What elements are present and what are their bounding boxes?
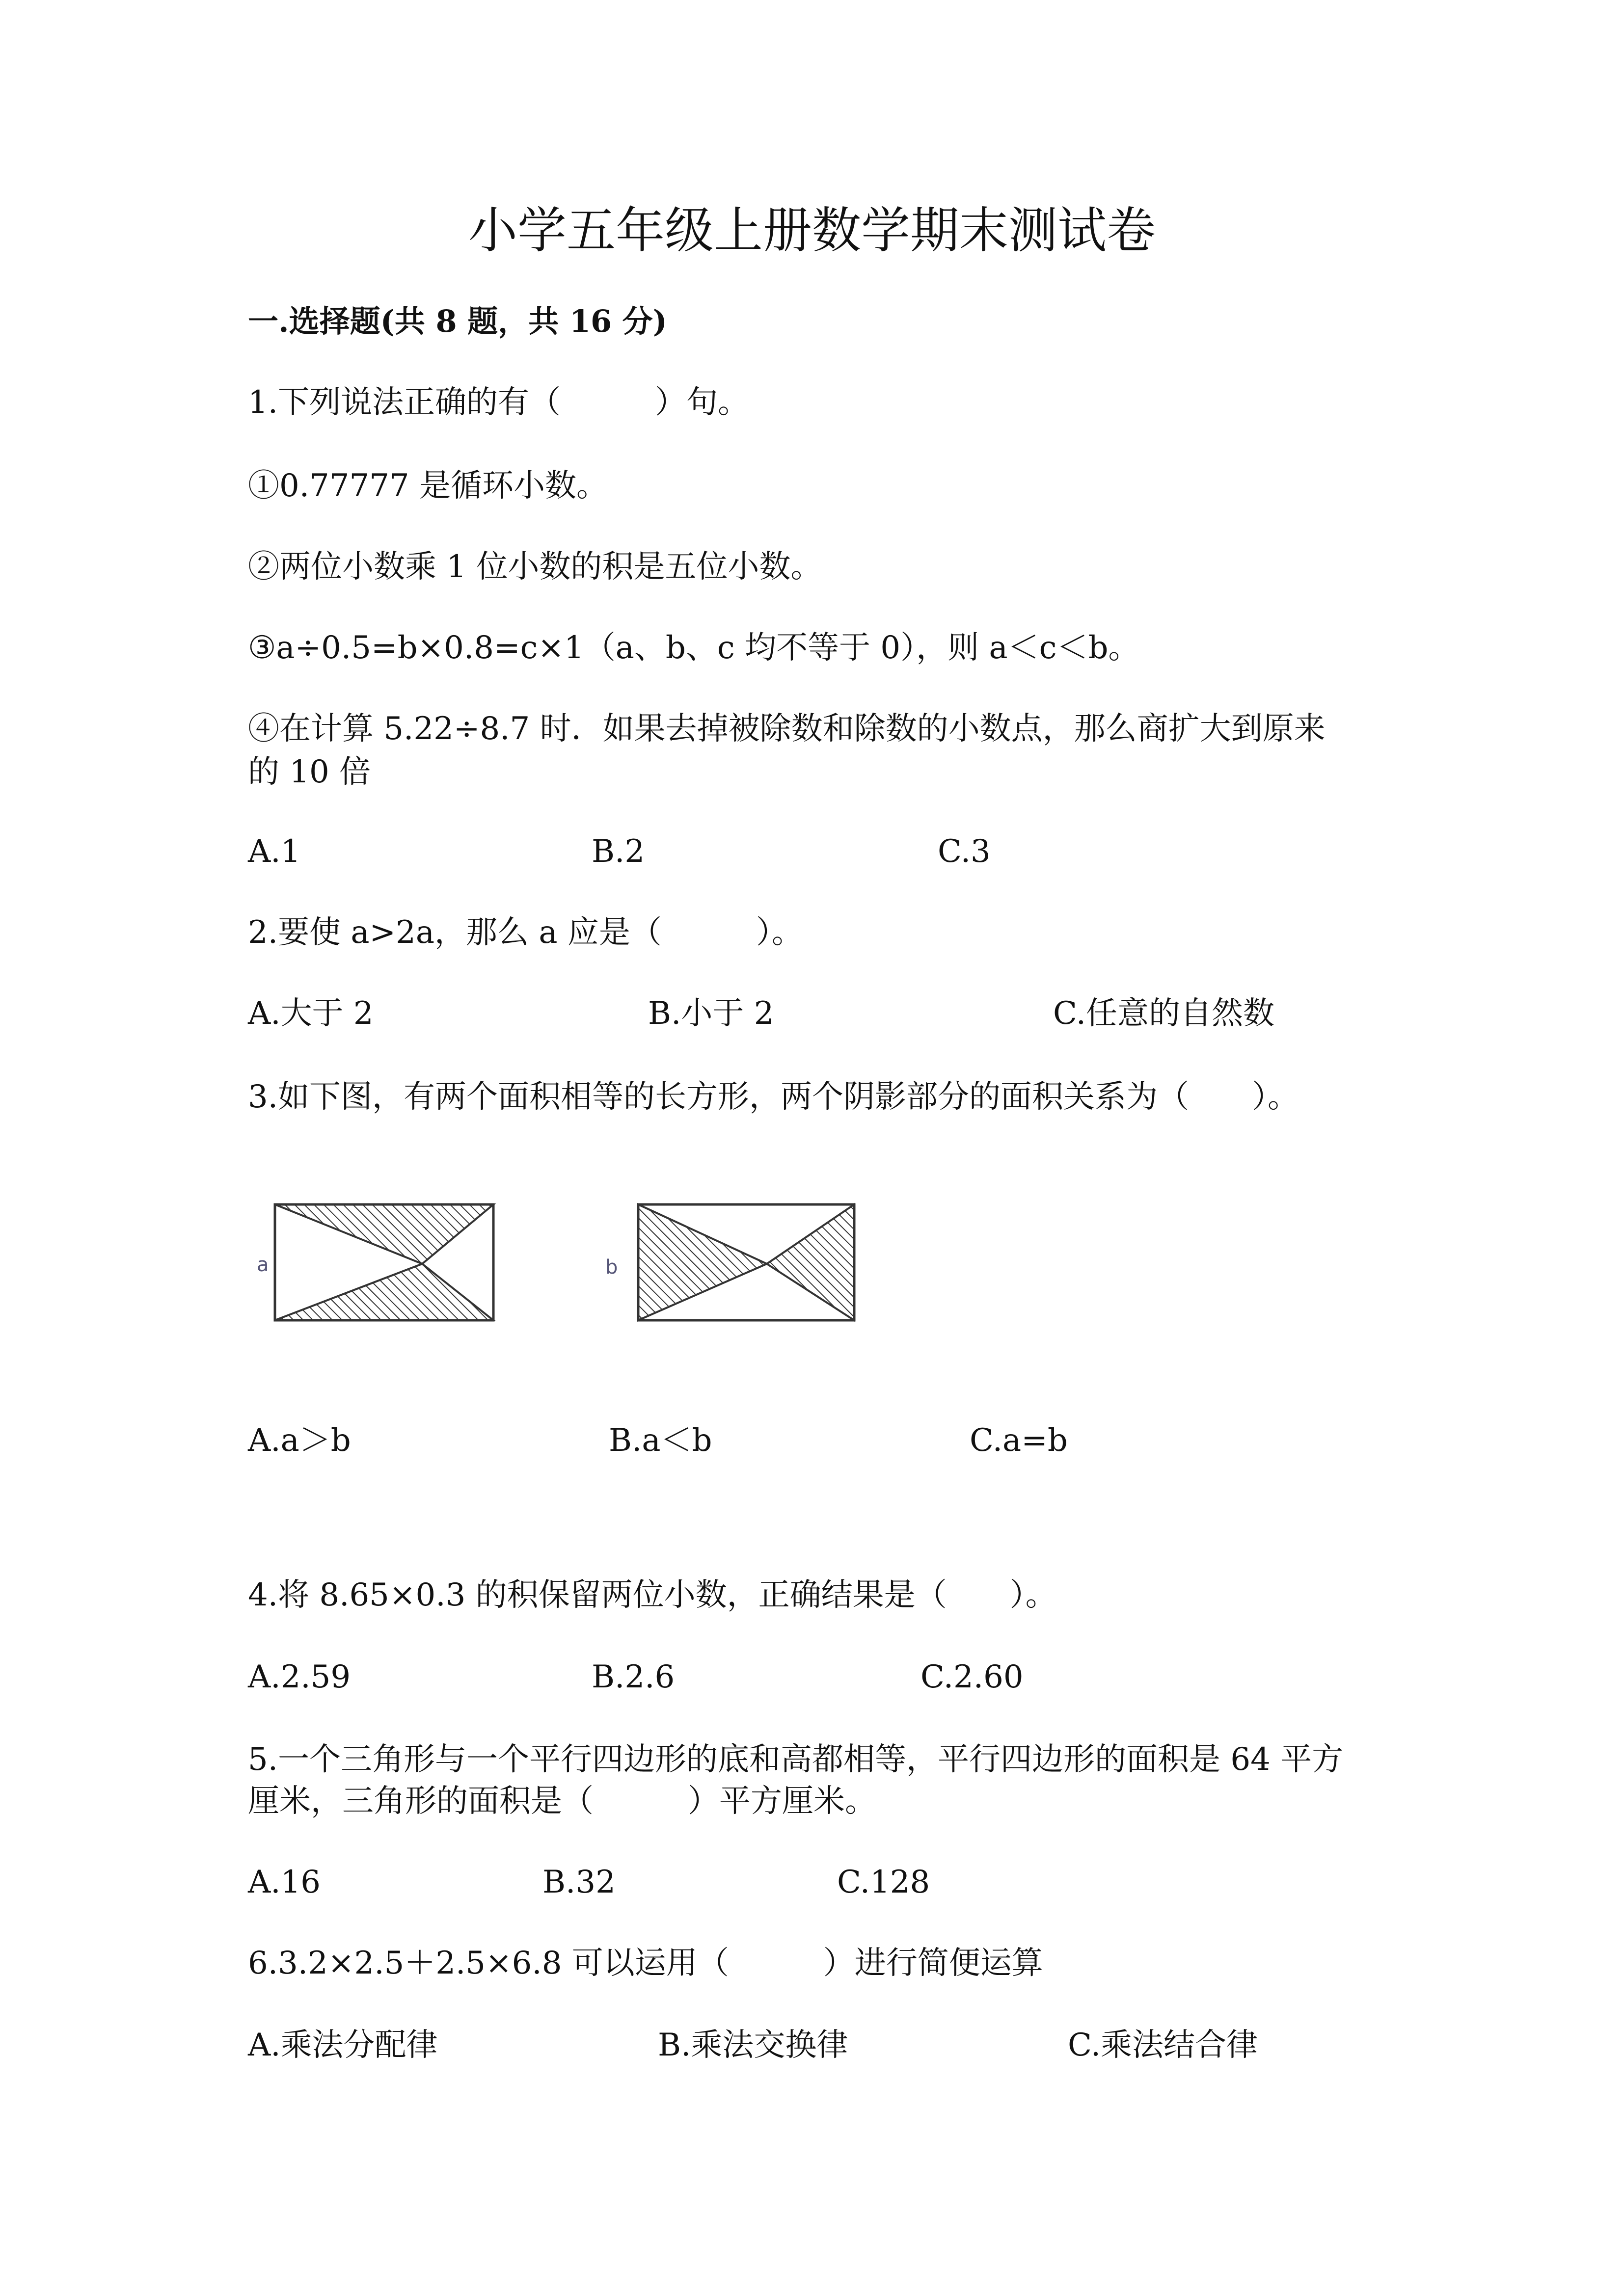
question-3-option-a: A.a＞b: [248, 1422, 351, 1459]
question-5-stem-line-2: 厘米，三角形的面积是（ ）平方厘米。: [248, 1783, 876, 1819]
question-2-stem: 2.要使 a>2a，那么 a 应是（ ）。: [248, 914, 803, 951]
rectangle-b-shaded-left: [638, 1204, 767, 1320]
question-6-stem: 6.3.2×2.5＋2.5×6.8 可以运用（ ）进行简便运算: [248, 1945, 1043, 1981]
question-1-statement-4: ④在计算 5.22÷8.7 时．如果去掉被除数和除数的小数点，那么商扩大到原来: [248, 711, 1326, 747]
question-5-option-b: B.32: [542, 1864, 616, 1900]
rectangle-a-shaded-bottom: [275, 1264, 493, 1320]
rectangle-b: [638, 1204, 854, 1320]
question-1-statement-4-cont: 的 10 倍: [248, 754, 371, 790]
question-1-option-c: C.3: [938, 833, 991, 870]
rectangle-b-label: b: [605, 1256, 618, 1279]
question-4-option-a: A.2.59: [248, 1659, 351, 1695]
question-5-option-c: C.128: [837, 1864, 930, 1900]
question-5-stem-line-1: 5.一个三角形与一个平行四边形的底和高都相等，平行四边形的面积是 64 平方: [248, 1741, 1344, 1778]
question-2-option-b: B.小于 2: [648, 995, 774, 1032]
question-1-statement-3: ③a÷0.5=b×0.8=c×1（a、b、c 均不等于 0），则 a＜c＜b。: [248, 630, 1140, 666]
question-3-option-c: C.a=b: [970, 1422, 1068, 1459]
question-5-option-a: A.16: [248, 1864, 321, 1900]
question-1-option-a: A.1: [248, 833, 301, 870]
rectangles-figure: [248, 1188, 886, 1335]
rectangle-a-label: a: [257, 1254, 269, 1276]
question-1-stem: 1.下列说法正确的有（ ）句。: [248, 384, 750, 421]
question-6-option-b: B.乘法交换律: [658, 2027, 848, 2063]
question-1-statement-1: ①0.77777 是循环小数。: [248, 468, 608, 504]
question-4-option-b: B.2.6: [592, 1659, 675, 1695]
question-6-option-a: A.乘法分配律: [248, 2027, 438, 2063]
rectangle-b-shaded-right: [767, 1204, 854, 1320]
question-6-option-c: C.乘法结合律: [1068, 2027, 1258, 2063]
question-4-stem: 4.将 8.65×0.3 的积保留两位小数，正确结果是（ ）。: [248, 1577, 1057, 1613]
section-heading: 一.选择题(共 8 题，共 16 分): [248, 303, 668, 339]
question-3-stem: 3.如下图，有两个面积相等的长方形，两个阴影部分的面积关系为（ ）。: [248, 1079, 1299, 1115]
rectangle-a-shaded-top: [275, 1204, 493, 1264]
rectangle-a: [275, 1204, 493, 1320]
question-4-option-c: C.2.60: [920, 1659, 1024, 1695]
question-1-statement-2: ②两位小数乘 1 位小数的积是五位小数。: [248, 549, 822, 585]
question-2-option-a: A.大于 2: [248, 995, 374, 1032]
question-1-option-b: B.2: [592, 833, 645, 870]
page-title: 小学五年级上册数学期末测试卷: [468, 202, 1156, 259]
question-3-option-b: B.a＜b: [609, 1422, 712, 1459]
question-2-option-c: C.任意的自然数: [1053, 995, 1275, 1032]
